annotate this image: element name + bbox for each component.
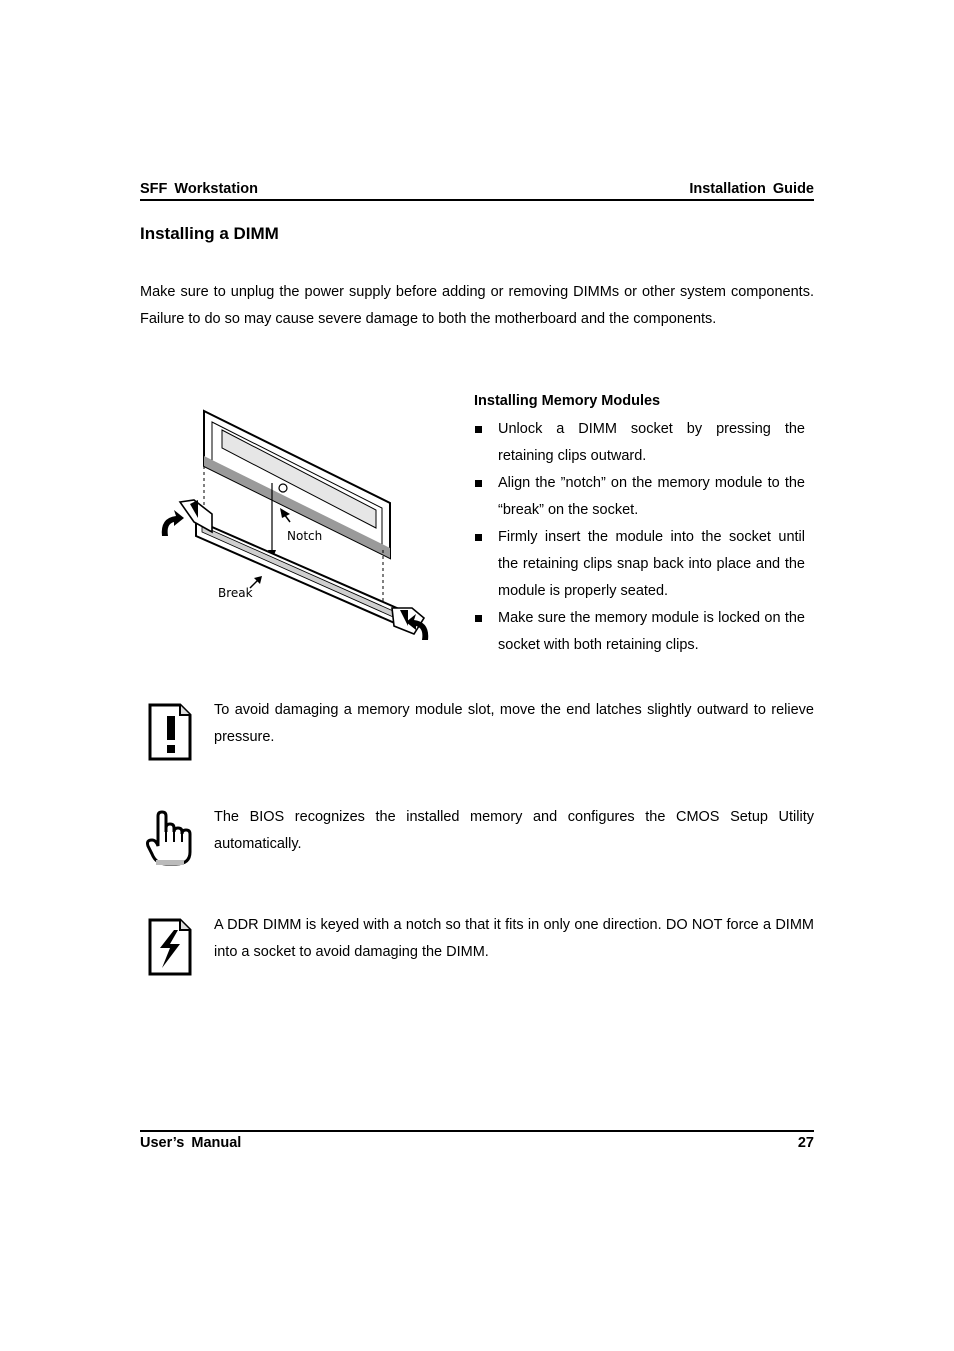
steps-heading: Installing Memory Modules bbox=[474, 393, 661, 409]
note-info bbox=[140, 804, 814, 874]
section-title: Installing a DIMM bbox=[140, 224, 279, 243]
intro-paragraph: Make sure to unplug the power supply before adding or removing DIMMs or other system components. Failure to do so may cause severe damage to both the motherboard and the components. bbox=[140, 284, 814, 327]
note-caution-text: A DDR DIMM is keyed with a notch so that it fits in only one direction. DO NOT force a DIMM into a socket to avoid damaging the DIMM. bbox=[214, 917, 814, 960]
installation-steps bbox=[474, 389, 805, 659]
page-footer bbox=[140, 1130, 814, 1155]
bullet-square-icon bbox=[475, 615, 482, 622]
pointing-hand-icon bbox=[146, 810, 194, 868]
page-header bbox=[140, 181, 814, 201]
note-caution bbox=[140, 912, 814, 982]
break-label: Break bbox=[218, 586, 253, 600]
step-item: Make sure the memory module is locked on the socket with both retaining clips. bbox=[474, 605, 805, 659]
lightning-document-icon bbox=[146, 918, 194, 976]
note-info-text: The BIOS recognizes the installed memory and configures the CMOS Setup Utility automatically. bbox=[214, 809, 814, 852]
page-number: 27 bbox=[797, 1135, 814, 1151]
note-warning-text: To avoid damaging a memory module slot, move the end latches slightly outward to relieve pressure. bbox=[214, 702, 814, 745]
step-item: Unlock a DIMM socket by pressing the retaining clips outward. bbox=[474, 416, 805, 470]
bullet-square-icon bbox=[475, 480, 482, 487]
footer-left: User’s Manual bbox=[140, 1135, 242, 1151]
step-item: Align the ”notch” on the memory module to the “break” on the socket. bbox=[474, 470, 805, 524]
header-left: SFF Workstation bbox=[140, 181, 258, 197]
dimm-installation-figure bbox=[150, 400, 440, 650]
header-right: Installation Guide bbox=[689, 181, 814, 197]
step-item: Firmly insert the module into the socket until the retaining clips snap back into place and the module is properly seated. bbox=[474, 524, 805, 605]
bullet-square-icon bbox=[475, 426, 482, 433]
note-warning bbox=[140, 697, 814, 767]
unlock-arrow-left bbox=[162, 510, 184, 536]
dimm-diagram bbox=[150, 400, 440, 650]
notch-label: Notch bbox=[287, 529, 323, 543]
bullet-square-icon bbox=[475, 534, 482, 541]
warning-exclamation-icon bbox=[146, 703, 194, 761]
steps-list bbox=[474, 416, 805, 659]
